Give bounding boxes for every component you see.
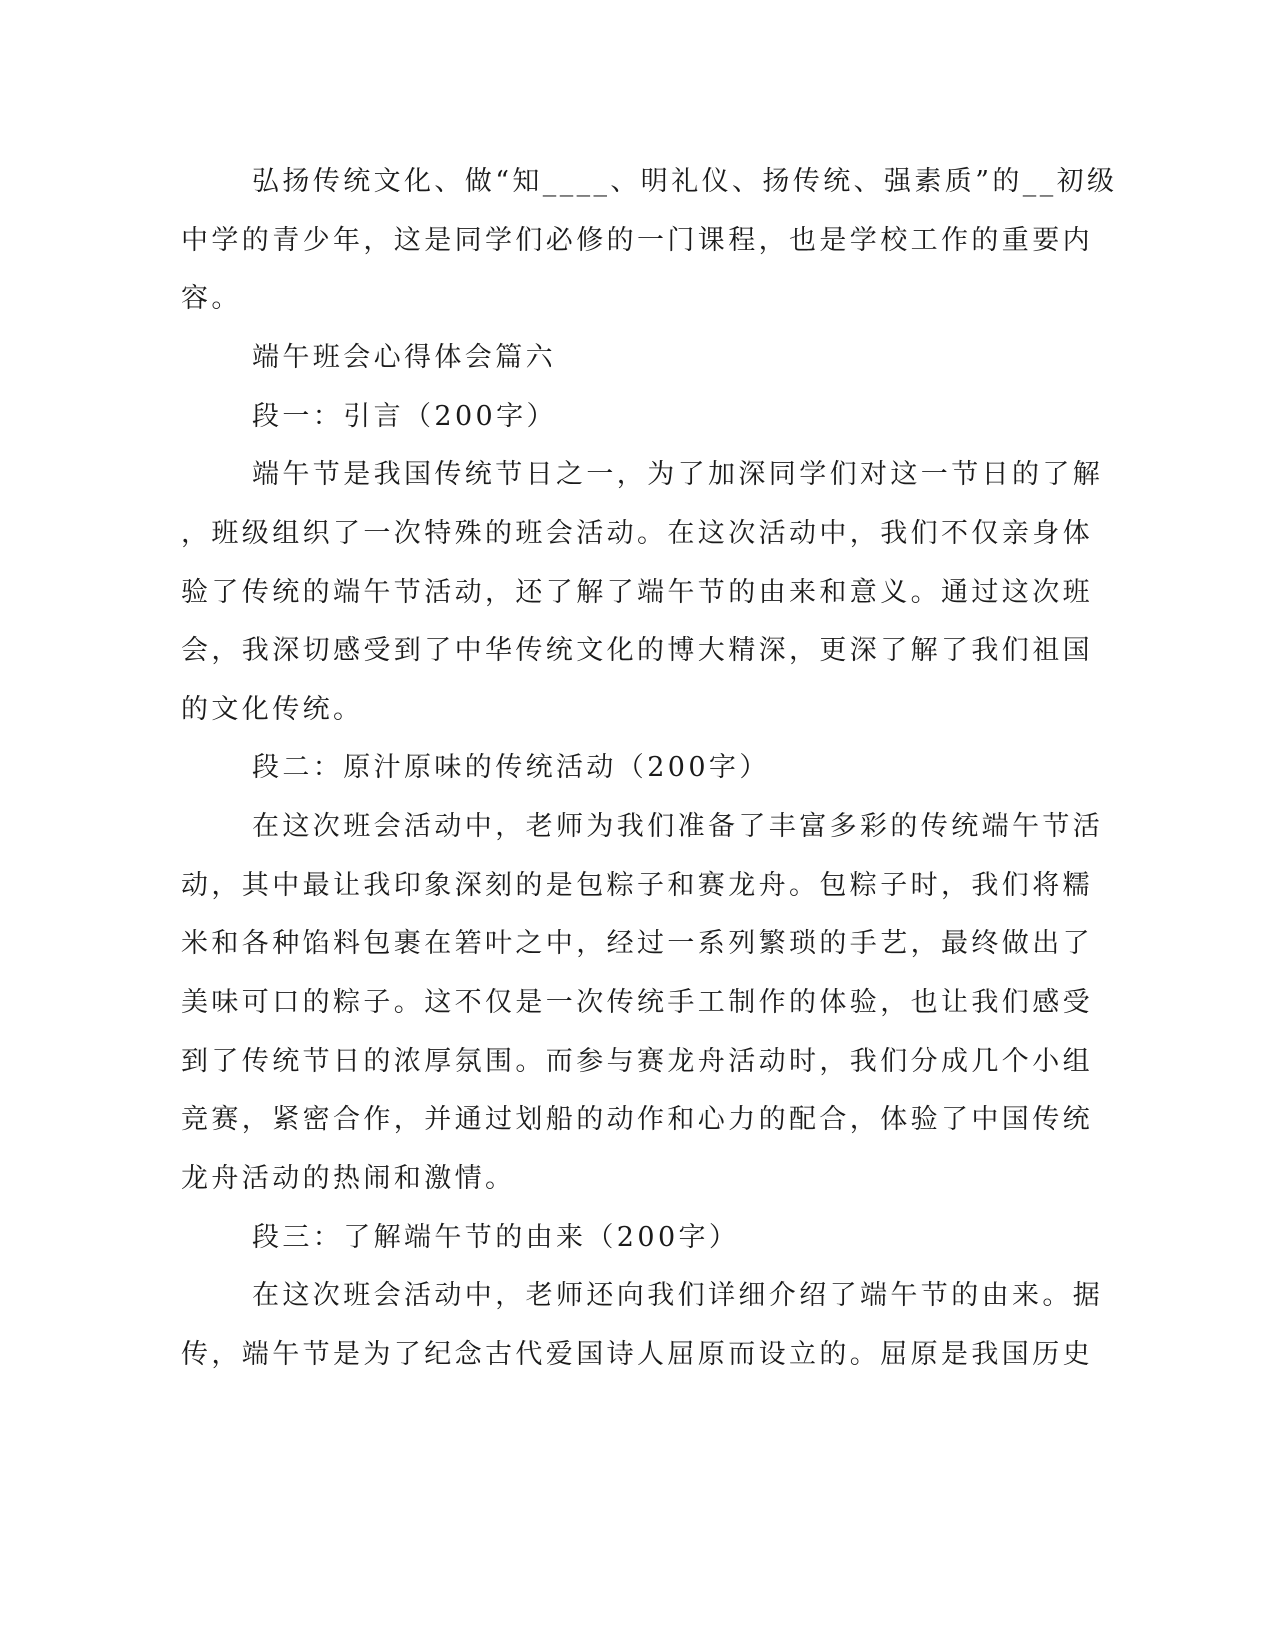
text-line-intro-3: 容。	[181, 283, 242, 314]
text-line-intro-1: 弘扬传统文化、做“知____、明礼仪、扬传统、强素质”的__初级	[252, 166, 1118, 197]
text-line-p1-4: 会，我深切感受到了中华传统文化的博大精深，更深了解了我们祖国	[181, 635, 1093, 666]
text-line-p3-2: 传，端午节是为了纪念古代爱国诗人屈原而设立的。屈原是我国历史	[181, 1339, 1093, 1370]
text-line-p1-5: 的文化传统。	[181, 694, 364, 725]
text-line-p2-7: 龙舟活动的热闹和激情。	[181, 1163, 516, 1194]
text-line-p1-2: ，班级组织了一次特殊的班会活动。在这次活动中，我们不仅亲身体	[181, 518, 1093, 549]
text-line-p1-1: 端午节是我国传统节日之一，为了加深同学们对这一节日的了解	[252, 459, 1104, 490]
paragraph-heading-2: 段二：原汁原味的传统活动（200字）	[252, 752, 770, 783]
section-heading: 端午班会心得体会篇六	[252, 342, 556, 373]
text-line-p1-3: 验了传统的端午节活动，还了解了端午节的由来和意义。通过这次班	[181, 577, 1093, 608]
text-line-p2-1: 在这次班会活动中，老师为我们准备了丰富多彩的传统端午节活	[252, 811, 1104, 842]
paragraph-heading-3: 段三：了解端午节的由来（200字）	[252, 1222, 740, 1253]
paragraph-heading-1: 段一：引言（200字）	[252, 401, 557, 432]
text-line-p2-2: 动，其中最让我印象深刻的是包粽子和赛龙舟。包粽子时，我们将糯	[181, 870, 1093, 901]
text-line-intro-2: 中学的青少年，这是同学们必修的一门课程，也是学校工作的重要内	[181, 225, 1093, 256]
text-line-p2-6: 竞赛，紧密合作，并通过划船的动作和心力的配合，体验了中国传统	[181, 1104, 1093, 1135]
text-line-p2-3: 米和各种馅料包裹在箬叶之中，经过一系列繁琐的手艺，最终做出了	[181, 928, 1093, 959]
text-line-p2-4: 美味可口的粽子。这不仅是一次传统手工制作的体验，也让我们感受	[181, 987, 1093, 1018]
text-line-p2-5: 到了传统节日的浓厚氛围。而参与赛龙舟活动时，我们分成几个小组	[181, 1046, 1093, 1077]
text-line-p3-1: 在这次班会活动中，老师还向我们详细介绍了端午节的由来。据	[252, 1280, 1104, 1311]
